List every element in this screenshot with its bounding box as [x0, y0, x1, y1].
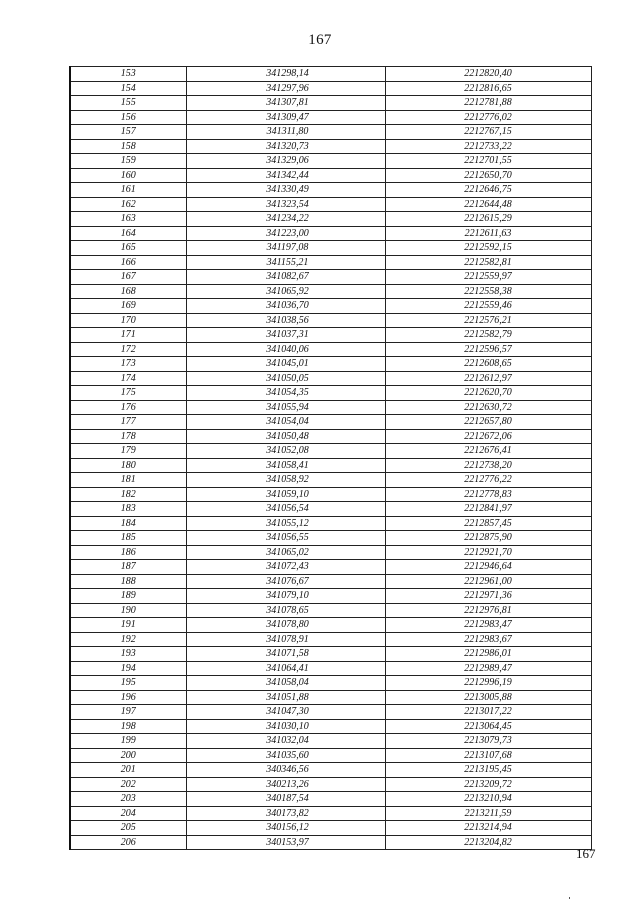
table-row: [70, 444, 591, 459]
x-coordinate-cell: 340156,12: [186, 821, 385, 836]
x-coordinate-cell: 341309,47: [186, 110, 385, 125]
x-coordinate-cell: 341065,92: [186, 284, 385, 299]
y-coordinate-cell: 2212820,40: [385, 67, 591, 82]
x-coordinate-cell: 341059,10: [186, 487, 385, 502]
y-coordinate-cell: 2212644,48: [385, 197, 591, 212]
table-row: [70, 415, 591, 430]
x-coordinate-cell: 341320,73: [186, 139, 385, 154]
table-row: [70, 96, 591, 111]
y-coordinate-cell: 2212816,65: [385, 81, 591, 96]
table-row: [70, 777, 591, 792]
point-number-cell: 206: [70, 835, 186, 850]
point-number-cell: 164: [70, 226, 186, 241]
x-coordinate-cell: 341040,06: [186, 342, 385, 357]
table-row: [70, 516, 591, 531]
point-number-cell: 181: [70, 473, 186, 488]
point-number-cell: 182: [70, 487, 186, 502]
x-coordinate-cell: 340213,26: [186, 777, 385, 792]
y-coordinate-cell: 2213017,22: [385, 705, 591, 720]
point-number-cell: 154: [70, 81, 186, 96]
y-coordinate-cell: 2213209,72: [385, 777, 591, 792]
table-row: [70, 313, 591, 328]
y-coordinate-cell: 2212672,06: [385, 429, 591, 444]
point-number-cell: 183: [70, 502, 186, 517]
x-coordinate-cell: 341050,48: [186, 429, 385, 444]
y-coordinate-cell: 2212996,19: [385, 676, 591, 691]
point-number-cell: 191: [70, 618, 186, 633]
point-number-cell: 174: [70, 371, 186, 386]
x-coordinate-cell: 341037,31: [186, 328, 385, 343]
point-number-cell: 171: [70, 328, 186, 343]
table-row: [70, 661, 591, 676]
y-coordinate-cell: 2212733,22: [385, 139, 591, 154]
x-coordinate-cell: 341234,22: [186, 212, 385, 227]
x-coordinate-cell: 341054,04: [186, 415, 385, 430]
point-number-cell: 161: [70, 183, 186, 198]
table-row: [70, 705, 591, 720]
table-row: [70, 821, 591, 836]
table-row: [70, 632, 591, 647]
point-number-cell: 189: [70, 589, 186, 604]
y-coordinate-cell: 2212986,01: [385, 647, 591, 662]
x-coordinate-cell: 341056,55: [186, 531, 385, 546]
table-row: [70, 748, 591, 763]
x-coordinate-cell: 341071,58: [186, 647, 385, 662]
point-number-cell: 167: [70, 270, 186, 285]
x-coordinate-cell: 341078,65: [186, 603, 385, 618]
table-row: [70, 719, 591, 734]
table-row: [70, 255, 591, 270]
x-coordinate-cell: 341058,04: [186, 676, 385, 691]
x-coordinate-cell: 341197,08: [186, 241, 385, 256]
x-coordinate-cell: 341297,96: [186, 81, 385, 96]
y-coordinate-cell: 2212983,47: [385, 618, 591, 633]
x-coordinate-cell: 341082,67: [186, 270, 385, 285]
x-coordinate-cell: 341045,01: [186, 357, 385, 372]
point-number-cell: 196: [70, 690, 186, 705]
table-row: [70, 299, 591, 314]
point-number-cell: 166: [70, 255, 186, 270]
point-number-cell: 190: [70, 603, 186, 618]
table-row: [70, 328, 591, 343]
table-row: [70, 226, 591, 241]
y-coordinate-cell: 2212976,81: [385, 603, 591, 618]
point-number-cell: 195: [70, 676, 186, 691]
y-coordinate-cell: 2213064,45: [385, 719, 591, 734]
x-coordinate-cell: 341035,60: [186, 748, 385, 763]
y-coordinate-cell: 2212559,46: [385, 299, 591, 314]
point-number-cell: 180: [70, 458, 186, 473]
point-number-cell: 204: [70, 806, 186, 821]
point-number-cell: 193: [70, 647, 186, 662]
y-coordinate-cell: 2212612,97: [385, 371, 591, 386]
table-row: [70, 589, 591, 604]
y-coordinate-cell: 2212650,70: [385, 168, 591, 183]
table-row: [70, 531, 591, 546]
y-coordinate-cell: 2213005,88: [385, 690, 591, 705]
x-coordinate-cell: 341030,10: [186, 719, 385, 734]
x-coordinate-cell: 341058,41: [186, 458, 385, 473]
point-number-cell: 160: [70, 168, 186, 183]
y-coordinate-cell: 2213195,45: [385, 763, 591, 778]
x-coordinate-cell: 340153,97: [186, 835, 385, 850]
y-coordinate-cell: 2212657,80: [385, 415, 591, 430]
table-row: [70, 284, 591, 299]
table-row: [70, 212, 591, 227]
point-number-cell: 168: [70, 284, 186, 299]
point-number-cell: 175: [70, 386, 186, 401]
x-coordinate-cell: 341072,43: [186, 560, 385, 575]
y-coordinate-cell: 2212615,29: [385, 212, 591, 227]
point-number-cell: 165: [70, 241, 186, 256]
x-coordinate-cell: 341038,56: [186, 313, 385, 328]
table-row: [70, 110, 591, 125]
point-number-cell: 159: [70, 154, 186, 169]
x-coordinate-cell: 341330,49: [186, 183, 385, 198]
point-number-cell: 199: [70, 734, 186, 749]
x-coordinate-cell: 341223,00: [186, 226, 385, 241]
point-number-cell: 200: [70, 748, 186, 763]
y-coordinate-cell: 2212921,70: [385, 545, 591, 560]
point-number-cell: 176: [70, 400, 186, 415]
y-coordinate-cell: 2212776,02: [385, 110, 591, 125]
table-row: [70, 357, 591, 372]
scan-speck: [569, 897, 570, 899]
point-number-cell: 203: [70, 792, 186, 807]
y-coordinate-cell: 2212676,41: [385, 444, 591, 459]
table-row: [70, 125, 591, 140]
point-number-cell: 198: [70, 719, 186, 734]
table-row: [70, 763, 591, 778]
table-row: [70, 560, 591, 575]
y-coordinate-cell: 2213079,73: [385, 734, 591, 749]
x-coordinate-cell: 341047,30: [186, 705, 385, 720]
y-coordinate-cell: 2212558,38: [385, 284, 591, 299]
y-coordinate-cell: 2212620,70: [385, 386, 591, 401]
y-coordinate-cell: 2212961,00: [385, 574, 591, 589]
table-row: [70, 792, 591, 807]
point-number-cell: 197: [70, 705, 186, 720]
y-coordinate-cell: 2212646,75: [385, 183, 591, 198]
y-coordinate-cell: 2213214,94: [385, 821, 591, 836]
table-row: [70, 429, 591, 444]
table-row: [70, 139, 591, 154]
y-coordinate-cell: 2212841,97: [385, 502, 591, 517]
x-coordinate-cell: 341055,94: [186, 400, 385, 415]
table-row: [70, 67, 591, 82]
table-row: [70, 183, 591, 198]
point-number-cell: 186: [70, 545, 186, 560]
y-coordinate-cell: 2213107,68: [385, 748, 591, 763]
table-row: [70, 647, 591, 662]
table-row: [70, 618, 591, 633]
table-row: [70, 458, 591, 473]
point-number-cell: 162: [70, 197, 186, 212]
table-row: [70, 154, 591, 169]
x-coordinate-cell: 341307,81: [186, 96, 385, 111]
x-coordinate-cell: 341342,44: [186, 168, 385, 183]
x-coordinate-cell: 341052,08: [186, 444, 385, 459]
y-coordinate-cell: 2212971,36: [385, 589, 591, 604]
point-number-cell: 178: [70, 429, 186, 444]
point-number-cell: 163: [70, 212, 186, 227]
coordinates-table: [69, 66, 592, 850]
x-coordinate-cell: 340187,54: [186, 792, 385, 807]
y-coordinate-cell: 2212630,72: [385, 400, 591, 415]
y-coordinate-cell: 2212857,45: [385, 516, 591, 531]
point-number-cell: 179: [70, 444, 186, 459]
y-coordinate-cell: 2212983,67: [385, 632, 591, 647]
point-number-cell: 201: [70, 763, 186, 778]
page-number-bottom: 167: [576, 846, 596, 861]
x-coordinate-cell: 341065,02: [186, 545, 385, 560]
x-coordinate-cell: 341032,04: [186, 734, 385, 749]
point-number-cell: 173: [70, 357, 186, 372]
table-row: [70, 400, 591, 415]
table-row: [70, 734, 591, 749]
y-coordinate-cell: 2212608,65: [385, 357, 591, 372]
x-coordinate-cell: 341155,21: [186, 255, 385, 270]
y-coordinate-cell: 2212875,90: [385, 531, 591, 546]
table-row: [70, 835, 591, 850]
table-row: [70, 487, 591, 502]
x-coordinate-cell: 341055,12: [186, 516, 385, 531]
x-coordinate-cell: 341064,41: [186, 661, 385, 676]
table-row: [70, 270, 591, 285]
coordinates-table-body: [70, 67, 591, 850]
x-coordinate-cell: 340173,82: [186, 806, 385, 821]
y-coordinate-cell: 2213210,94: [385, 792, 591, 807]
point-number-cell: 192: [70, 632, 186, 647]
y-coordinate-cell: 2212701,55: [385, 154, 591, 169]
table-row: [70, 502, 591, 517]
x-coordinate-cell: 341050,05: [186, 371, 385, 386]
table-row: [70, 806, 591, 821]
point-number-cell: 172: [70, 342, 186, 357]
y-coordinate-cell: 2212576,21: [385, 313, 591, 328]
table-row: [70, 386, 591, 401]
table-row: [70, 371, 591, 386]
table-row: [70, 690, 591, 705]
x-coordinate-cell: 341311,80: [186, 125, 385, 140]
point-number-cell: 202: [70, 777, 186, 792]
x-coordinate-cell: 341036,70: [186, 299, 385, 314]
page-number-top: 167: [308, 32, 332, 48]
point-number-cell: 158: [70, 139, 186, 154]
x-coordinate-cell: 340346,56: [186, 763, 385, 778]
y-coordinate-cell: 2212778,83: [385, 487, 591, 502]
y-coordinate-cell: 2212767,15: [385, 125, 591, 140]
table-row: [70, 603, 591, 618]
y-coordinate-cell: 2212582,79: [385, 328, 591, 343]
table-row: [70, 473, 591, 488]
x-coordinate-cell: 341078,91: [186, 632, 385, 647]
x-coordinate-cell: 341329,06: [186, 154, 385, 169]
x-coordinate-cell: 341078,80: [186, 618, 385, 633]
x-coordinate-cell: 341079,10: [186, 589, 385, 604]
point-number-cell: 156: [70, 110, 186, 125]
y-coordinate-cell: 2213211,59: [385, 806, 591, 821]
y-coordinate-cell: 2212592,15: [385, 241, 591, 256]
point-number-cell: 153: [70, 67, 186, 82]
x-coordinate-cell: 341056,54: [186, 502, 385, 517]
point-number-cell: 155: [70, 96, 186, 111]
table-row: [70, 81, 591, 96]
x-coordinate-cell: 341323,54: [186, 197, 385, 212]
table-row: [70, 574, 591, 589]
table-row: [70, 197, 591, 212]
y-coordinate-cell: 2212611,63: [385, 226, 591, 241]
table-row: [70, 545, 591, 560]
point-number-cell: 184: [70, 516, 186, 531]
y-coordinate-cell: 2212738,20: [385, 458, 591, 473]
table-row: [70, 342, 591, 357]
y-coordinate-cell: 2212946,64: [385, 560, 591, 575]
table-row: [70, 676, 591, 691]
point-number-cell: 185: [70, 531, 186, 546]
point-number-cell: 177: [70, 415, 186, 430]
point-number-cell: 157: [70, 125, 186, 140]
x-coordinate-cell: 341054,35: [186, 386, 385, 401]
table-row: [70, 168, 591, 183]
y-coordinate-cell: 2212781,88: [385, 96, 591, 111]
x-coordinate-cell: 341076,67: [186, 574, 385, 589]
x-coordinate-cell: 341058,92: [186, 473, 385, 488]
y-coordinate-cell: 2212582,81: [385, 255, 591, 270]
y-coordinate-cell: 2212596,57: [385, 342, 591, 357]
point-number-cell: 187: [70, 560, 186, 575]
y-coordinate-cell: 2212776,22: [385, 473, 591, 488]
x-coordinate-cell: 341051,88: [186, 690, 385, 705]
point-number-cell: 194: [70, 661, 186, 676]
y-coordinate-cell: 2212559,97: [385, 270, 591, 285]
point-number-cell: 188: [70, 574, 186, 589]
point-number-cell: 169: [70, 299, 186, 314]
x-coordinate-cell: 341298,14: [186, 67, 385, 82]
table-row: [70, 241, 591, 256]
y-coordinate-cell: 2213204,82: [385, 835, 591, 850]
point-number-cell: 205: [70, 821, 186, 836]
point-number-cell: 170: [70, 313, 186, 328]
y-coordinate-cell: 2212989,47: [385, 661, 591, 676]
